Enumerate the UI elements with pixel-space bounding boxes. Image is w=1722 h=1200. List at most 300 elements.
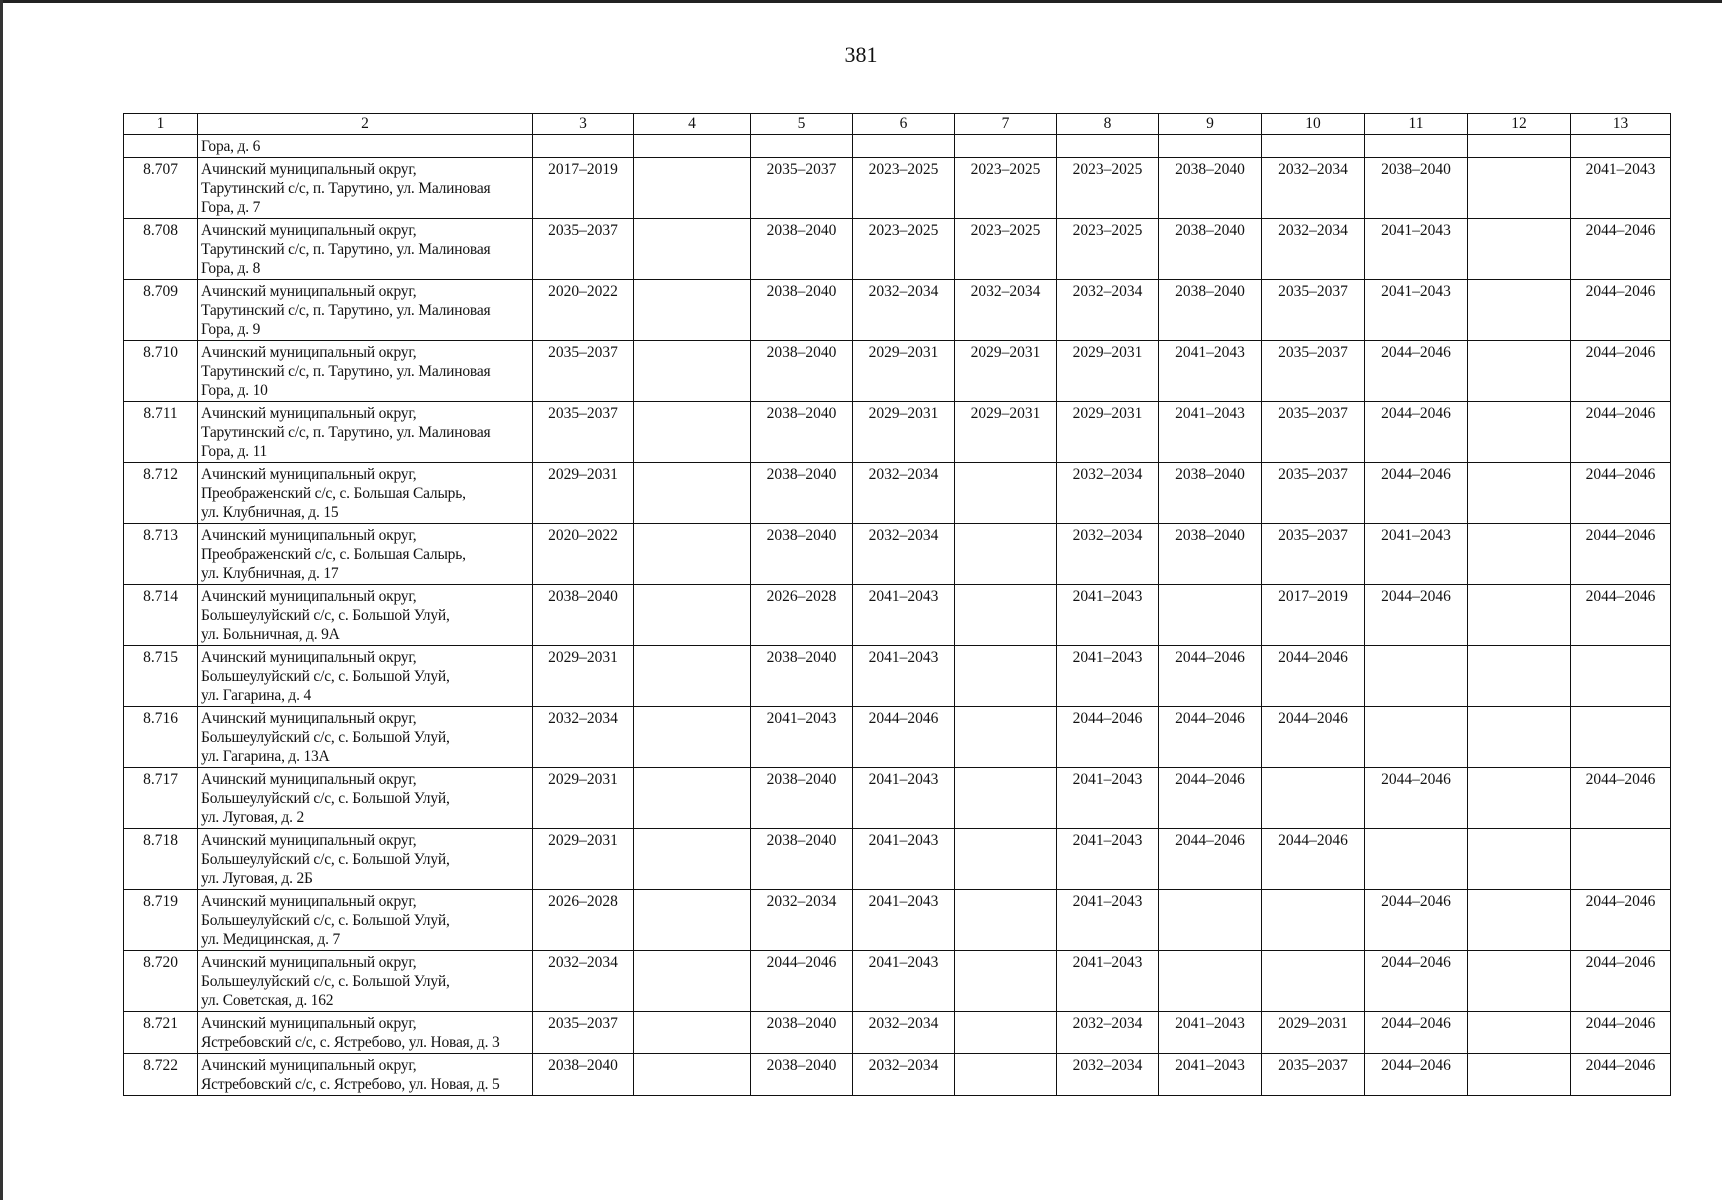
period-cell-c8: 2029–2031 — [1057, 341, 1159, 402]
column-header: 9 — [1159, 114, 1262, 135]
period-cell-c6: 2032–2034 — [853, 463, 955, 524]
period-cell-c6: 2032–2034 — [853, 1054, 955, 1096]
period-cell-c10: 2044–2046 — [1262, 646, 1365, 707]
period-cell-c11: 2041–2043 — [1365, 524, 1468, 585]
row-number-cell: 8.713 — [124, 524, 198, 585]
address-line: Гора, д. 11 — [201, 443, 268, 460]
row-number-cell: 8.719 — [124, 890, 198, 951]
page-left-edge — [0, 0, 3, 1200]
address-line: ул. Клубничная, д. 15 — [201, 504, 339, 521]
period-cell-c3: 2017–2019 — [533, 158, 634, 219]
period-cell-c10: 2035–2037 — [1262, 1054, 1365, 1096]
address-line: ул. Луговая, д. 2 — [201, 809, 305, 826]
period-cell-c9 — [1159, 585, 1262, 646]
address-line: Ястребовский с/с, с. Ястребово, ул. Новая, д. 3 — [201, 1034, 500, 1051]
period-cell-c6: 2032–2034 — [853, 280, 955, 341]
row-number-cell: 8.710 — [124, 341, 198, 402]
period-cell-c13: 2044–2046 — [1571, 585, 1671, 646]
address-line: Ачинский муниципальный округ, — [201, 649, 417, 666]
value-cell — [1571, 135, 1671, 158]
period-cell-c4 — [634, 646, 751, 707]
period-cell-c9: 2038–2040 — [1159, 524, 1262, 585]
period-cell-c6: 2041–2043 — [853, 829, 955, 890]
column-header: 7 — [955, 114, 1057, 135]
period-cell-c11 — [1365, 829, 1468, 890]
value-cell — [1262, 135, 1365, 158]
address-line: Большеулуйский с/с, с. Большой Улуй, — [201, 607, 450, 624]
table-row — [124, 707, 1671, 768]
period-cell-c4 — [634, 524, 751, 585]
period-cell-c11: 2044–2046 — [1365, 585, 1468, 646]
column-header: 6 — [853, 114, 955, 135]
period-cell-c11: 2038–2040 — [1365, 158, 1468, 219]
address-line: Ачинский муниципальный округ, — [201, 893, 417, 910]
period-cell-c5: 2038–2040 — [751, 402, 853, 463]
table-row — [124, 890, 1671, 951]
column-header: 5 — [751, 114, 853, 135]
period-cell-c5: 2038–2040 — [751, 219, 853, 280]
address-line: Гора, д. 10 — [201, 382, 268, 399]
period-cell-c5: 2038–2040 — [751, 646, 853, 707]
table-row — [124, 951, 1671, 1012]
address-line: Тарутинский с/с, п. Тарутино, ул. Малиновая — [201, 302, 491, 319]
period-cell-c12 — [1468, 829, 1571, 890]
period-cell-c7 — [955, 1054, 1057, 1096]
period-cell-c7 — [955, 768, 1057, 829]
period-cell-c13 — [1571, 707, 1671, 768]
period-cell-c9: 2041–2043 — [1159, 1012, 1262, 1054]
period-cell-c12 — [1468, 341, 1571, 402]
table-row — [124, 524, 1671, 585]
address-line: ул. Луговая, д. 2Б — [201, 870, 313, 887]
value-cell — [955, 135, 1057, 158]
period-cell-c3: 2029–2031 — [533, 768, 634, 829]
address-line: ул. Гагарина, д. 4 — [201, 687, 312, 704]
period-cell-c13: 2044–2046 — [1571, 1054, 1671, 1096]
period-cell-c12 — [1468, 1012, 1571, 1054]
table-row — [124, 341, 1671, 402]
period-cell-c10: 2044–2046 — [1262, 707, 1365, 768]
address-line: Ачинский муниципальный округ, — [201, 222, 417, 239]
period-cell-c10: 2035–2037 — [1262, 463, 1365, 524]
column-header: 2 — [198, 114, 533, 135]
period-cell-c5: 2038–2040 — [751, 463, 853, 524]
page-top-edge — [0, 0, 1722, 3]
address-cell — [198, 524, 533, 585]
period-cell-c4 — [634, 707, 751, 768]
period-cell-c4 — [634, 219, 751, 280]
period-cell-c9: 2044–2046 — [1159, 646, 1262, 707]
period-cell-c10: 2035–2037 — [1262, 524, 1365, 585]
column-header: 4 — [634, 114, 751, 135]
address-cell — [198, 951, 533, 1012]
period-cell-c12 — [1468, 280, 1571, 341]
period-cell-c9: 2041–2043 — [1159, 402, 1262, 463]
period-cell-c6: 2041–2043 — [853, 585, 955, 646]
address-line: ул. Клубничная, д. 17 — [201, 565, 339, 582]
period-cell-c9: 2044–2046 — [1159, 707, 1262, 768]
period-cell-c4 — [634, 280, 751, 341]
period-cell-c4 — [634, 402, 751, 463]
period-cell-c11: 2044–2046 — [1365, 1012, 1468, 1054]
period-cell-c8: 2023–2025 — [1057, 219, 1159, 280]
row-number-cell: 8.709 — [124, 280, 198, 341]
period-cell-c11: 2044–2046 — [1365, 402, 1468, 463]
period-cell-c4 — [634, 768, 751, 829]
address-line: Ачинский муниципальный округ, — [201, 1015, 417, 1032]
period-cell-c13: 2044–2046 — [1571, 890, 1671, 951]
period-cell-c12 — [1468, 402, 1571, 463]
period-cell-c8: 2041–2043 — [1057, 768, 1159, 829]
address-cell — [198, 646, 533, 707]
period-cell-c12 — [1468, 707, 1571, 768]
value-cell — [853, 135, 955, 158]
period-cell-c6: 2023–2025 — [853, 158, 955, 219]
period-cell-c12 — [1468, 890, 1571, 951]
address-line: Гора, д. 8 — [201, 260, 261, 277]
period-cell-c3: 2020–2022 — [533, 280, 634, 341]
address-line: Ачинский муниципальный округ, — [201, 832, 417, 849]
table-row — [124, 585, 1671, 646]
period-cell-c13: 2044–2046 — [1571, 280, 1671, 341]
row-number-cell: 8.721 — [124, 1012, 198, 1054]
period-cell-c7 — [955, 646, 1057, 707]
period-cell-c7 — [955, 829, 1057, 890]
period-cell-c8: 2041–2043 — [1057, 646, 1159, 707]
address-cell — [198, 158, 533, 219]
period-cell-c10: 2032–2034 — [1262, 158, 1365, 219]
address-line: Ачинский муниципальный округ, — [201, 283, 417, 300]
address-cell — [198, 1054, 533, 1096]
period-cell-c4 — [634, 585, 751, 646]
row-number-cell: 8.716 — [124, 707, 198, 768]
schedule-table — [123, 113, 1671, 1096]
address-line: Ястребовский с/с, с. Ястребово, ул. Новая, д. 5 — [201, 1076, 500, 1093]
period-cell-c11: 2044–2046 — [1365, 1054, 1468, 1096]
address-line: ул. Советская, д. 162 — [201, 992, 334, 1009]
table-row — [124, 463, 1671, 524]
period-cell-c9: 2044–2046 — [1159, 768, 1262, 829]
period-cell-c11: 2041–2043 — [1365, 280, 1468, 341]
table-row — [124, 1012, 1671, 1054]
period-cell-c7 — [955, 585, 1057, 646]
period-cell-c8: 2029–2031 — [1057, 402, 1159, 463]
value-cell — [751, 135, 853, 158]
period-cell-c6: 2041–2043 — [853, 951, 955, 1012]
value-cell — [1057, 135, 1159, 158]
period-cell-c3: 2035–2037 — [533, 1012, 634, 1054]
period-cell-c11: 2044–2046 — [1365, 341, 1468, 402]
period-cell-c3: 2029–2031 — [533, 463, 634, 524]
period-cell-c13 — [1571, 646, 1671, 707]
period-cell-c3: 2035–2037 — [533, 341, 634, 402]
period-cell-c3: 2035–2037 — [533, 402, 634, 463]
value-cell — [533, 135, 634, 158]
row-number-cell: 8.715 — [124, 646, 198, 707]
row-number-cell: 8.711 — [124, 402, 198, 463]
row-number-cell: 8.707 — [124, 158, 198, 219]
table-row — [124, 280, 1671, 341]
address-line: Гора, д. 9 — [201, 321, 261, 338]
address-cell — [198, 1012, 533, 1054]
period-cell-c4 — [634, 829, 751, 890]
period-cell-c13: 2044–2046 — [1571, 219, 1671, 280]
address-line: Ачинский муниципальный округ, — [201, 771, 417, 788]
period-cell-c11: 2041–2043 — [1365, 219, 1468, 280]
period-cell-c4 — [634, 951, 751, 1012]
period-cell-c7 — [955, 890, 1057, 951]
address-cell — [198, 402, 533, 463]
period-cell-c6: 2029–2031 — [853, 402, 955, 463]
column-header: 13 — [1571, 114, 1671, 135]
period-cell-c10: 2029–2031 — [1262, 1012, 1365, 1054]
period-cell-c5: 2035–2037 — [751, 158, 853, 219]
column-header: 11 — [1365, 114, 1468, 135]
table-row — [124, 158, 1671, 219]
period-cell-c13: 2044–2046 — [1571, 951, 1671, 1012]
address-cell — [198, 341, 533, 402]
table-row — [124, 768, 1671, 829]
continuation-row — [124, 135, 1671, 158]
period-cell-c8: 2032–2034 — [1057, 524, 1159, 585]
period-cell-c12 — [1468, 585, 1571, 646]
period-cell-c7: 2029–2031 — [955, 341, 1057, 402]
period-cell-c10: 2044–2046 — [1262, 829, 1365, 890]
period-cell-c13: 2044–2046 — [1571, 524, 1671, 585]
address-cell — [198, 463, 533, 524]
period-cell-c11: 2044–2046 — [1365, 463, 1468, 524]
period-cell-c13: 2044–2046 — [1571, 402, 1671, 463]
period-cell-c10: 2035–2037 — [1262, 280, 1365, 341]
address-cell: Гора, д. 6 — [198, 135, 533, 158]
period-cell-c5: 2026–2028 — [751, 585, 853, 646]
address-line: Большеулуйский с/с, с. Большой Улуй, — [201, 851, 450, 868]
row-number-cell: 8.718 — [124, 829, 198, 890]
period-cell-c8: 2041–2043 — [1057, 829, 1159, 890]
period-cell-c10 — [1262, 768, 1365, 829]
period-cell-c9: 2041–2043 — [1159, 1054, 1262, 1096]
address-cell — [198, 768, 533, 829]
row-number-cell: 8.720 — [124, 951, 198, 1012]
period-cell-c8: 2032–2034 — [1057, 463, 1159, 524]
table-row — [124, 219, 1671, 280]
period-cell-c6: 2044–2046 — [853, 707, 955, 768]
address-line: Гора, д. 7 — [201, 199, 261, 216]
period-cell-c9: 2038–2040 — [1159, 463, 1262, 524]
period-cell-c5: 2044–2046 — [751, 951, 853, 1012]
table-row — [124, 1054, 1671, 1096]
period-cell-c13: 2044–2046 — [1571, 768, 1671, 829]
period-cell-c8: 2041–2043 — [1057, 890, 1159, 951]
value-cell — [634, 135, 751, 158]
period-cell-c9: 2038–2040 — [1159, 280, 1262, 341]
row-number-cell: 8.717 — [124, 768, 198, 829]
address-line: Ачинский муниципальный округ, — [201, 161, 417, 178]
period-cell-c6: 2032–2034 — [853, 1012, 955, 1054]
address-cell — [198, 829, 533, 890]
period-cell-c4 — [634, 341, 751, 402]
address-line: Ачинский муниципальный округ, — [201, 710, 417, 727]
table-row — [124, 829, 1671, 890]
address-line: Тарутинский с/с, п. Тарутино, ул. Малиновая — [201, 424, 491, 441]
period-cell-c4 — [634, 890, 751, 951]
address-cell — [198, 707, 533, 768]
period-cell-c12 — [1468, 463, 1571, 524]
period-cell-c3: 2035–2037 — [533, 219, 634, 280]
address-cell — [198, 585, 533, 646]
period-cell-c10: 2032–2034 — [1262, 219, 1365, 280]
table-row — [124, 646, 1671, 707]
period-cell-c5: 2041–2043 — [751, 707, 853, 768]
period-cell-c4 — [634, 463, 751, 524]
period-cell-c9: 2038–2040 — [1159, 219, 1262, 280]
address-line: Ачинский муниципальный округ, — [201, 954, 417, 971]
period-cell-c10: 2017–2019 — [1262, 585, 1365, 646]
address-line: Ачинский муниципальный округ, — [201, 527, 417, 544]
address-line: ул. Гагарина, д. 13А — [201, 748, 330, 765]
address-line: Большеулуйский с/с, с. Большой Улуй, — [201, 973, 450, 990]
period-cell-c9 — [1159, 890, 1262, 951]
period-cell-c6: 2041–2043 — [853, 646, 955, 707]
period-cell-c12 — [1468, 524, 1571, 585]
period-cell-c12 — [1468, 219, 1571, 280]
address-line: Ачинский муниципальный округ, — [201, 1057, 417, 1074]
period-cell-c8: 2041–2043 — [1057, 951, 1159, 1012]
page-number: 381 — [844, 42, 878, 67]
value-cell — [1365, 135, 1468, 158]
period-cell-c5: 2038–2040 — [751, 829, 853, 890]
period-cell-c5: 2038–2040 — [751, 280, 853, 341]
header-row — [124, 114, 1671, 135]
row-number-cell: 8.722 — [124, 1054, 198, 1096]
period-cell-c7 — [955, 951, 1057, 1012]
period-cell-c5: 2038–2040 — [751, 1054, 853, 1096]
period-cell-c9: 2041–2043 — [1159, 341, 1262, 402]
period-cell-c7 — [955, 707, 1057, 768]
address-line: Большеулуйский с/с, с. Большой Улуй, — [201, 668, 450, 685]
row-number-cell — [124, 135, 198, 158]
period-cell-c11 — [1365, 707, 1468, 768]
period-cell-c7 — [955, 1012, 1057, 1054]
period-cell-c8: 2041–2043 — [1057, 585, 1159, 646]
period-cell-c9: 2038–2040 — [1159, 158, 1262, 219]
value-cell — [1159, 135, 1262, 158]
period-cell-c13: 2044–2046 — [1571, 1012, 1671, 1054]
address-line: Большеулуйский с/с, с. Большой Улуй, — [201, 912, 450, 929]
period-cell-c8: 2032–2034 — [1057, 280, 1159, 341]
period-cell-c11: 2044–2046 — [1365, 768, 1468, 829]
period-cell-c12 — [1468, 158, 1571, 219]
column-header: 10 — [1262, 114, 1365, 135]
value-cell — [1468, 135, 1571, 158]
period-cell-c12 — [1468, 646, 1571, 707]
period-cell-c13: 2044–2046 — [1571, 463, 1671, 524]
address-line: Тарутинский с/с, п. Тарутино, ул. Малиновая — [201, 363, 491, 380]
period-cell-c10 — [1262, 890, 1365, 951]
period-cell-c8: 2023–2025 — [1057, 158, 1159, 219]
period-cell-c5: 2032–2034 — [751, 890, 853, 951]
period-cell-c9: 2044–2046 — [1159, 829, 1262, 890]
period-cell-c3: 2032–2034 — [533, 951, 634, 1012]
period-cell-c3: 2029–2031 — [533, 829, 634, 890]
period-cell-c11 — [1365, 646, 1468, 707]
period-cell-c13 — [1571, 829, 1671, 890]
period-cell-c5: 2038–2040 — [751, 768, 853, 829]
column-header: 8 — [1057, 114, 1159, 135]
period-cell-c7: 2023–2025 — [955, 219, 1057, 280]
address-line: Преображенский с/с, с. Большая Салырь, — [201, 485, 466, 502]
period-cell-c5: 2038–2040 — [751, 341, 853, 402]
address-line: Преображенский с/с, с. Большая Салырь, — [201, 546, 466, 563]
row-number-cell: 8.712 — [124, 463, 198, 524]
period-cell-c11: 2044–2046 — [1365, 890, 1468, 951]
period-cell-c7: 2032–2034 — [955, 280, 1057, 341]
period-cell-c3: 2029–2031 — [533, 646, 634, 707]
period-cell-c6: 2041–2043 — [853, 768, 955, 829]
address-line: Тарутинский с/с, п. Тарутино, ул. Малиновая — [201, 241, 491, 258]
address-line: ул. Больничная, д. 9А — [201, 626, 340, 643]
table-body — [124, 114, 1671, 1096]
period-cell-c8: 2032–2034 — [1057, 1054, 1159, 1096]
period-cell-c12 — [1468, 1054, 1571, 1096]
address-line: Большеулуйский с/с, с. Большой Улуй, — [201, 729, 450, 746]
period-cell-c6: 2032–2034 — [853, 524, 955, 585]
period-cell-c8: 2032–2034 — [1057, 1012, 1159, 1054]
address-line: Ачинский муниципальный округ, — [201, 466, 417, 483]
period-cell-c4 — [634, 1054, 751, 1096]
address-line: Тарутинский с/с, п. Тарутино, ул. Малиновая — [201, 180, 491, 197]
period-cell-c5: 2038–2040 — [751, 1012, 853, 1054]
address-line: ул. Медицинская, д. 7 — [201, 931, 340, 948]
period-cell-c3: 2032–2034 — [533, 707, 634, 768]
period-cell-c6: 2023–2025 — [853, 219, 955, 280]
period-cell-c3: 2038–2040 — [533, 1054, 634, 1096]
period-cell-c11: 2044–2046 — [1365, 951, 1468, 1012]
period-cell-c6: 2041–2043 — [853, 890, 955, 951]
period-cell-c7 — [955, 524, 1057, 585]
period-cell-c12 — [1468, 768, 1571, 829]
period-cell-c3: 2038–2040 — [533, 585, 634, 646]
period-cell-c7: 2029–2031 — [955, 402, 1057, 463]
period-cell-c8: 2044–2046 — [1057, 707, 1159, 768]
address-cell — [198, 219, 533, 280]
address-line: Ачинский муниципальный округ, — [201, 588, 417, 605]
period-cell-c12 — [1468, 951, 1571, 1012]
column-header: 1 — [124, 114, 198, 135]
column-header: 12 — [1468, 114, 1571, 135]
period-cell-c13: 2041–2043 — [1571, 158, 1671, 219]
address-line: Большеулуйский с/с, с. Большой Улуй, — [201, 790, 450, 807]
address-line: Ачинский муниципальный округ, — [201, 344, 417, 361]
period-cell-c10 — [1262, 951, 1365, 1012]
period-cell-c7: 2023–2025 — [955, 158, 1057, 219]
address-line: Ачинский муниципальный округ, — [201, 405, 417, 422]
period-cell-c13: 2044–2046 — [1571, 341, 1671, 402]
column-header: 3 — [533, 114, 634, 135]
period-cell-c10: 2035–2037 — [1262, 402, 1365, 463]
row-number-cell: 8.708 — [124, 219, 198, 280]
period-cell-c7 — [955, 463, 1057, 524]
period-cell-c3: 2020–2022 — [533, 524, 634, 585]
address-cell — [198, 280, 533, 341]
period-cell-c5: 2038–2040 — [751, 524, 853, 585]
period-cell-c9 — [1159, 951, 1262, 1012]
period-cell-c6: 2029–2031 — [853, 341, 955, 402]
period-cell-c4 — [634, 158, 751, 219]
row-number-cell: 8.714 — [124, 585, 198, 646]
period-cell-c4 — [634, 1012, 751, 1054]
period-cell-c3: 2026–2028 — [533, 890, 634, 951]
